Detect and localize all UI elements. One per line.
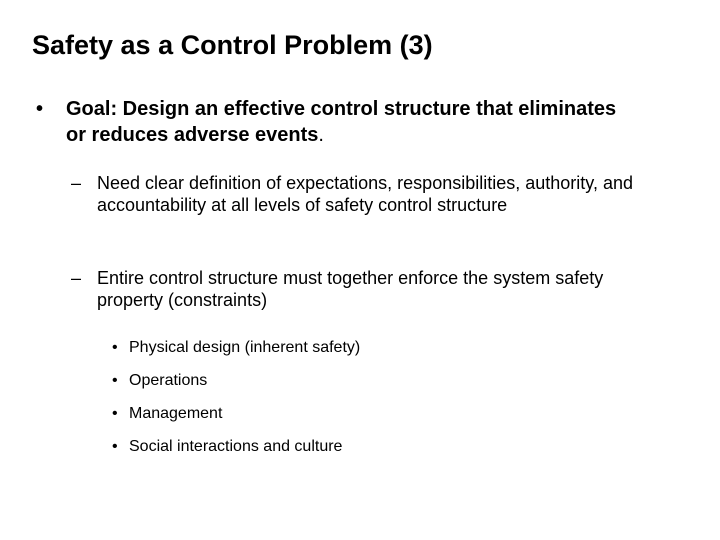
bullet-marker: • [112,339,118,356]
dash-marker: – [71,268,82,288]
slide-title: Safety as a Control Problem (3) [32,30,433,60]
list-item-text: Social interactions and culture [129,438,343,455]
bullet-marker: • [112,372,118,389]
dash-marker: – [71,173,82,193]
list-item [112,371,208,391]
bullet-marker: • [112,438,118,455]
subpoint-text: Need clear definition of expectations, responsibilities, authority, and accountability at all levels of safety control structure [97,173,633,215]
list-item-text: Operations [129,372,208,389]
subpoint-text: Entire control structure must together enforce the system safety property (constraints) [97,268,604,310]
list-item [112,437,343,457]
goal-period: . [318,124,324,146]
goal-bullet-item [36,96,626,148]
goal-text: Goal: Design an effective control structure that eliminates or reduces adverse events [66,98,617,146]
subpoint-item [71,172,667,216]
list-item-text: Management [129,405,223,422]
list-item [112,338,361,358]
bullet-marker: • [36,98,44,120]
list-item-text: Physical design (inherent safety) [129,339,361,356]
bullet-marker: • [112,405,118,422]
subpoint-item [71,267,667,311]
list-item [112,404,223,424]
